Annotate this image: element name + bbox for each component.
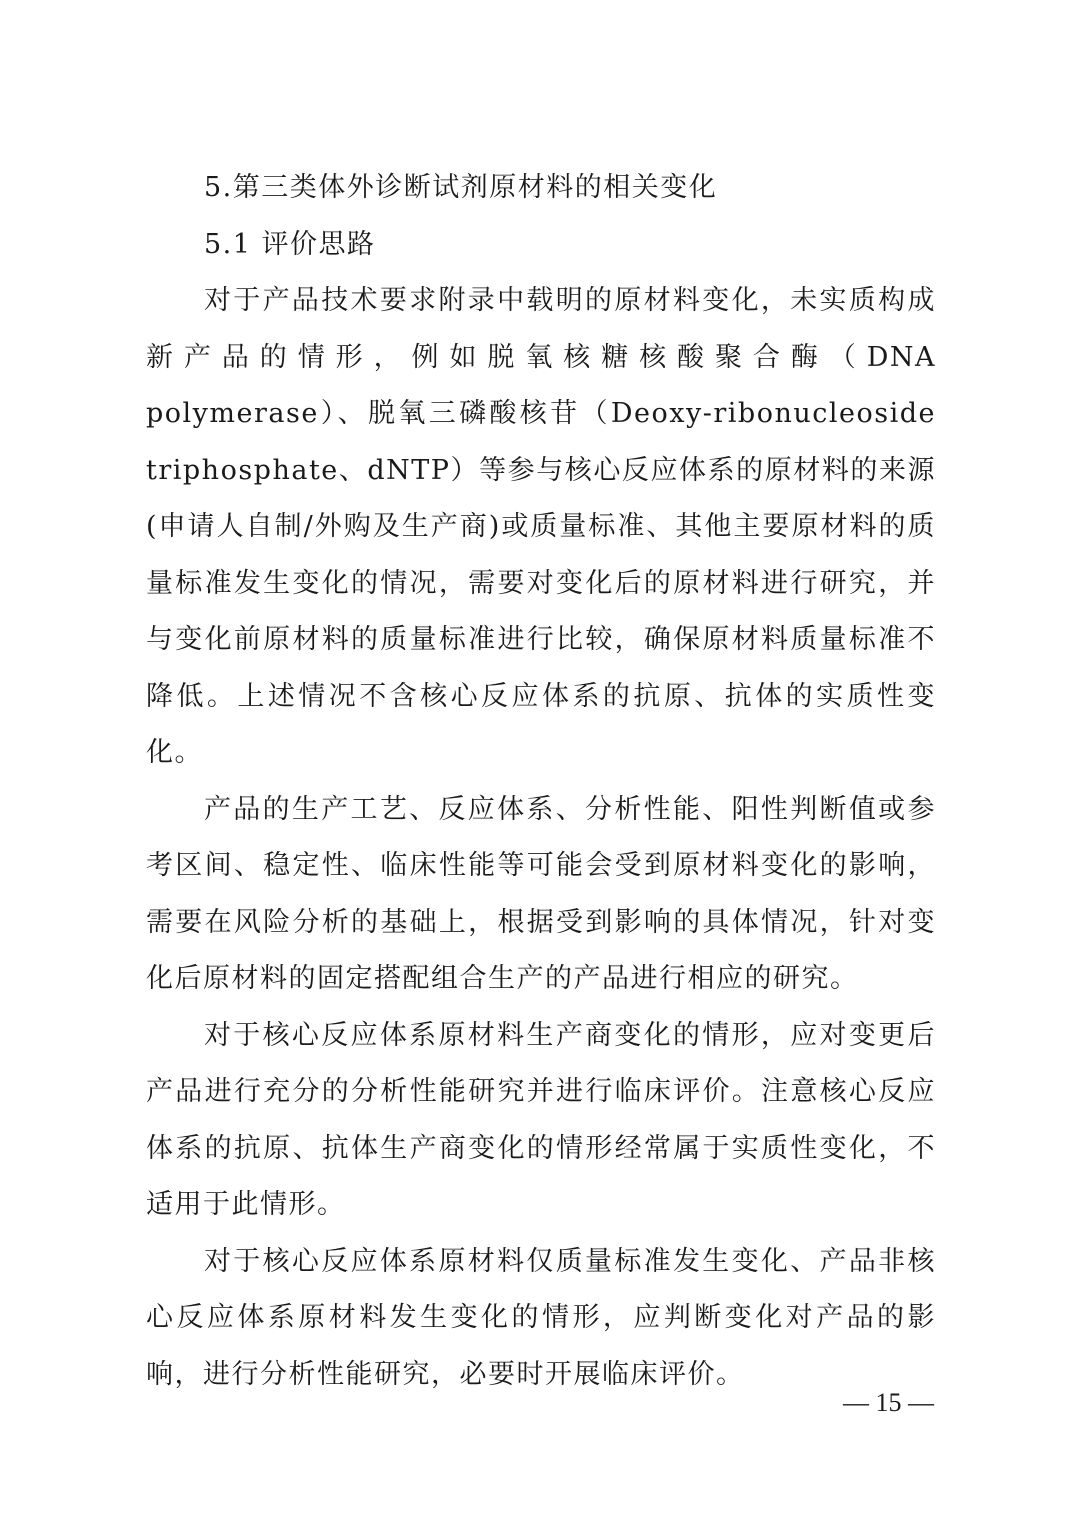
paragraph-raw-material-changes: 对于产品技术要求附录中载明的原材料变化，未实质构成新产品的情形，例如脱氧核糖核酸聚合酶（DNA polymerase）、脱氧三磷酸核苷（Deoxy-ribonucleoside triphosphate、dNTP）等参与核心反应体系的原材料的来源(申请人自制/外购及生产商)或质量标准、其他主要原材料的质量标准发生变化的情况，需要对变化后的原材料进行研究，并与变化前原材料的质量标准进行比较，确保原材料质量标准不降低。上述情况不含核心反应体系的抗原、抗体的实质性变化。 [146, 285, 936, 768]
paragraph-impact-research: 产品的生产工艺、反应体系、分析性能、阳性判断值或参考区间、稳定性、临床性能等可能会受到原材料变化的影响，需要在风险分析的基础上，根据受到影响的具体情况，针对变化后原材料的固定搭配组合生产的产品进行相应的研究。 [146, 793, 936, 994]
paragraph-manufacturer-change: 对于核心反应体系原材料生产商变化的情形，应对变更后产品进行充分的分析性能研究并进行临床评价。注意核心反应体系的抗原、抗体生产商变化的情形经常属于实质性变化，不适用于此情形。 [146, 1019, 936, 1220]
page-number: — 15 — [843, 1388, 934, 1417]
section-heading: 5.第三类体外诊断试剂原材料的相关变化 [204, 172, 718, 203]
section-subheading: 5.1 评价思路 [204, 228, 376, 260]
document-body [146, 160, 936, 1403]
paragraph-quality-standard-change: 对于核心反应体系原材料仅质量标准发生变化、产品非核心反应体系原材料发生变化的情形，应判断变化对产品的影响，进行分析性能研究，必要时开展临床评价。 [146, 1245, 936, 1390]
